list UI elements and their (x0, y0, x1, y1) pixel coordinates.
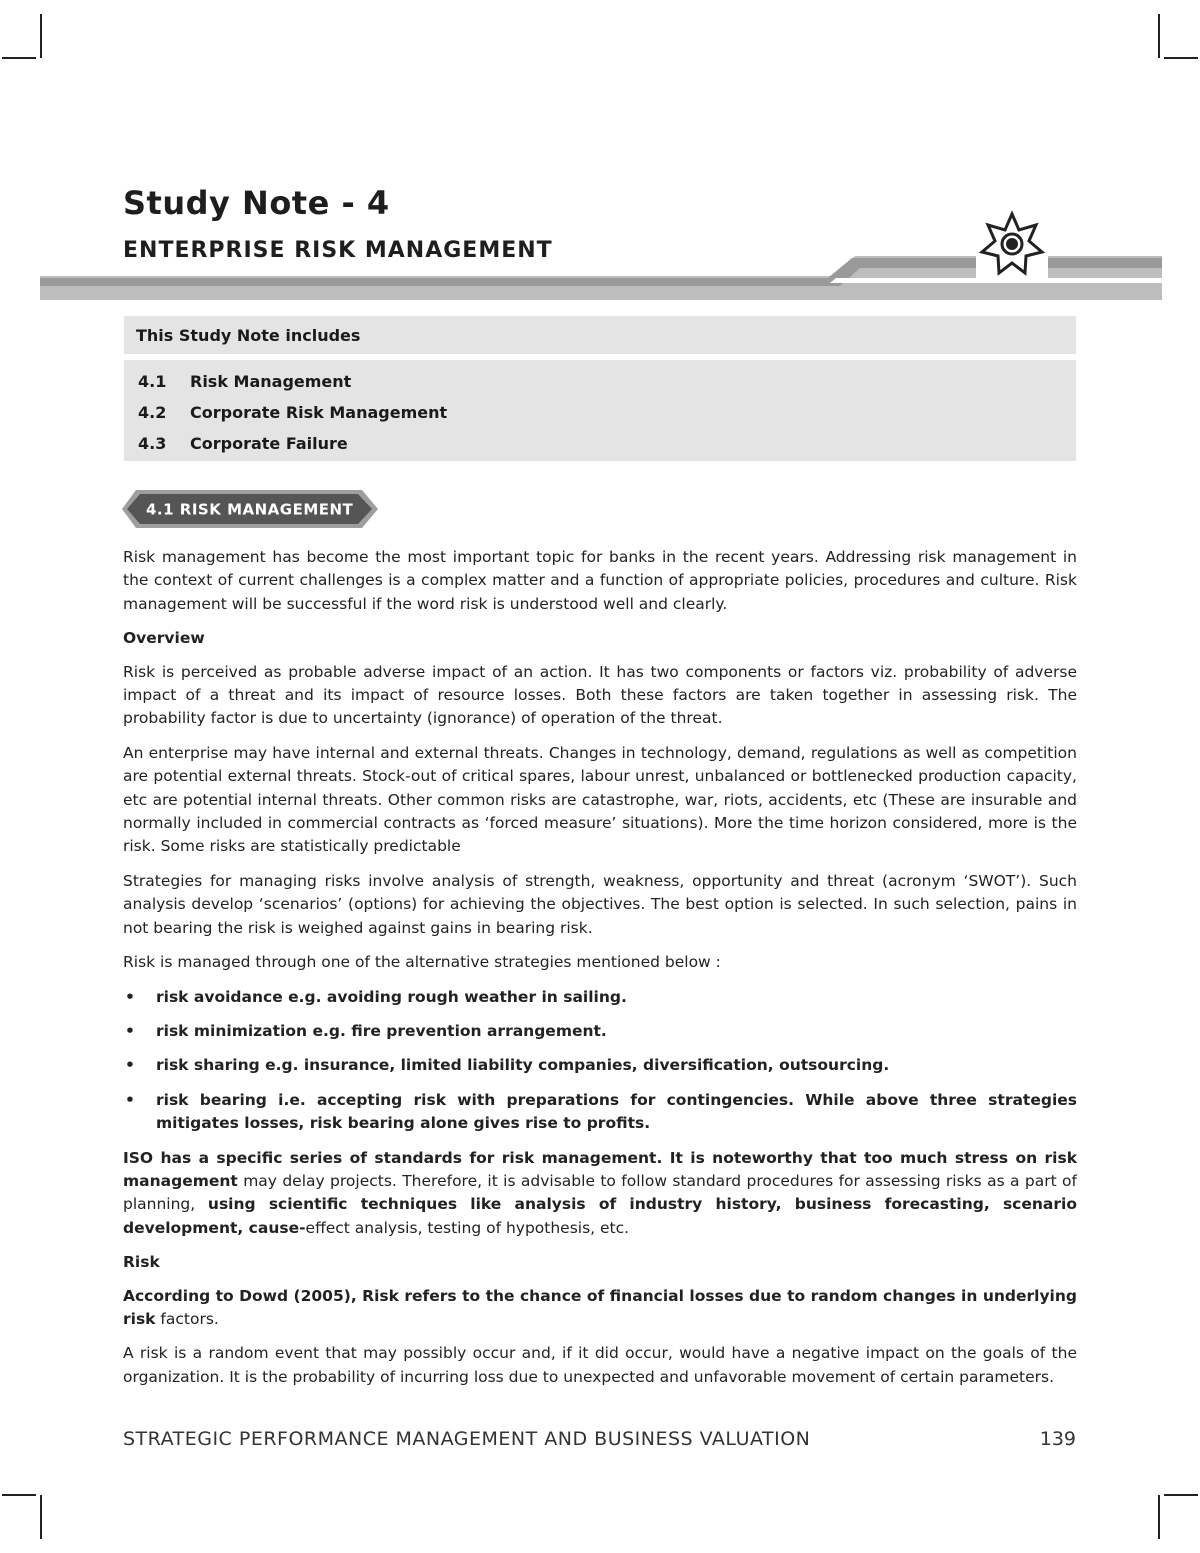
overview-paragraph: An enterprise may have internal and external threats. Changes in technology, demand, regulations as well as competition are potential external threats. Stock-out of critical spares, labour unrest, unbalanced or bottlenecked production capacity, etc are potential internal threats. Other common risks are catastrophe, war, riots, accidents, etc (These are insurable and normally included in commercial contracts as ‘forced measure’ situations). More the time horizon considered, more is the risk. Some risks are statistically predictable (123, 743, 1077, 856)
toc-item-label: Corporate Risk Management (190, 403, 448, 422)
risk-heading: Risk (123, 1253, 160, 1272)
crop-mark (1158, 1495, 1160, 1539)
iso-bold-text: ISO has a specific series of standards for risk management. It is noteworthy that too much stress on risk management (123, 1148, 1077, 1190)
strategies-intro: Risk is managed through one of the alternative strategies mentioned below : (123, 953, 721, 972)
dowd-paragraph (123, 1285, 1077, 1332)
dowd-text: factors. (155, 1309, 219, 1328)
list-item: • risk sharing e.g. insurance, limited liability companies, diversification, outsourcing. (123, 1054, 1077, 1077)
toc-list (124, 360, 1076, 461)
iso-paragraph (123, 1147, 1077, 1241)
crop-mark (40, 1495, 42, 1539)
toc-item (138, 397, 1062, 428)
crop-mark (2, 57, 36, 59)
list-item: • risk avoidance e.g. avoiding rough weather in sailing. (123, 986, 1077, 1009)
intro-paragraph: Risk management has become the most important topic for banks in the recent years. Addressing risk management in the context of current challenges is a complex matter and a function of appropriate policies, procedures and culture. Risk management will be successful if the word risk is understood well and clearly. (123, 548, 1077, 613)
toc-item-number: 4.3 (138, 434, 167, 453)
risk-paragraph: A risk is a random event that may possibly occur and, if it did occur, would have a negative impact on the goals of the organization. It is the probability of incurring loss due to unexpected and unfavorable movement of certain parameters. (123, 1344, 1077, 1386)
iso-text: effect analysis, testing of hypothesis, etc. (305, 1218, 630, 1237)
crop-mark (2, 1494, 36, 1496)
iso-text: may delay projects. Therefore, it is advisable to follow standard procedures for assessing risks as a part of planning, (123, 1171, 1077, 1214)
toc-heading: This Study Note includes (124, 316, 1076, 354)
crop-mark (40, 14, 42, 58)
toc-item-number: 4.1 (138, 372, 167, 391)
overview-paragraph: Risk is perceived as probable adverse impact of an action. It has two components or factors viz. probability of adverse impact of a threat and its impact of resource losses. Both these factors are taken together in assessing risk. The probability factor is due to uncertainty (ignorance) of operation of the threat. (123, 662, 1077, 728)
toc-item-number: 4.2 (138, 403, 167, 422)
iso-bold-text: using scientific techniques like analysis of industry history, business forecasting, scenario development, cause- (123, 1195, 1077, 1237)
crop-mark (1164, 57, 1198, 59)
star-emblem-icon (976, 208, 1048, 280)
toc-item (138, 428, 1062, 459)
list-item: • risk minimization e.g. fire prevention arrangement. (123, 1020, 1077, 1043)
page-title: Study Note - 4 (123, 184, 390, 222)
section-tab-label: 4.1 RISK MANAGEMENT (146, 500, 354, 519)
crop-mark (1164, 1494, 1198, 1496)
main-content (123, 546, 1077, 1400)
chapter-subtitle: ENTERPRISE RISK MANAGEMENT (123, 238, 553, 263)
list-item: • risk bearing i.e. accepting risk with preparations for contingencies. While above three strategies mitigates losses, risk bearing alone gives rise to profits. (123, 1089, 1077, 1136)
dowd-bold-text: According to Dowd (2005), Risk refers to the chance of financial losses due to random changes in underlying risk (123, 1286, 1077, 1328)
overview-paragraph: Strategies for managing risks involve analysis of strength, weakness, opportunity and threat (acronym ‘SWOT’). Such analysis develop ‘scenarios’ (options) for achieving the objectives. The best option is selected. In such selection, pains in not bearing the risk is weighed against gains in bearing risk. (123, 871, 1077, 937)
page-number: 139 (1039, 1428, 1076, 1450)
overview-heading: Overview (123, 629, 205, 648)
toc-item-label: Risk Management (190, 372, 352, 391)
toc-item-label: Corporate Failure (190, 434, 348, 453)
section-tab (122, 490, 380, 528)
footer-book-title: STRATEGIC PERFORMANCE MANAGEMENT AND BUSINESS VALUATION (123, 1428, 811, 1450)
strategy-list (123, 986, 1077, 1136)
crop-mark (1158, 14, 1160, 58)
toc-item (138, 366, 1062, 397)
